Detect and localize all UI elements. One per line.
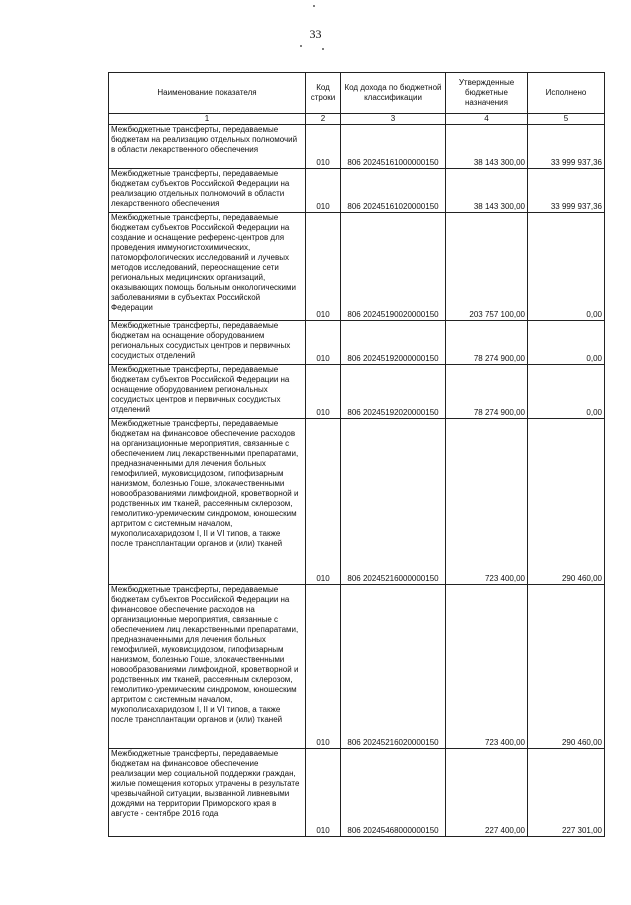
- executed-amount: 290 460,00: [528, 419, 605, 585]
- table-row: [109, 321, 605, 365]
- income-code: 806 20245190020000150: [341, 213, 446, 321]
- income-code: 806 20245216020000150: [341, 585, 446, 749]
- indicator-name: Межбюджетные трансферты, передаваемые бюджетам субъектов Российской Федерации на создание и оснащение референс-центров для проведения иммуногистохимических, патоморфологических исследований и лучевых методов исследований, переоснащение сети региональных медицинских организаций, оказывающих помощь больным онкологическими заболеваниями в субъектах Российской Федерации: [109, 213, 306, 321]
- indicator-name: Межбюджетные трансферты, передаваемые бюджетам на реализацию отдельных полномочий в области лекарственного обеспечения: [109, 125, 306, 169]
- table-header-row: [109, 73, 605, 114]
- header-indicator-name: Наименование показателя: [109, 73, 306, 114]
- approved-amount: 38 143 300,00: [446, 169, 528, 213]
- header-executed: Исполнено: [528, 73, 605, 114]
- line-code: 010: [306, 213, 341, 321]
- table-row: [109, 419, 605, 585]
- approved-amount: 723 400,00: [446, 419, 528, 585]
- table-row: [109, 365, 605, 419]
- table-row: [109, 213, 605, 321]
- scan-speck: [322, 48, 324, 50]
- line-code: 010: [306, 125, 341, 169]
- executed-amount: 0,00: [528, 365, 605, 419]
- header-approved: Утвержденные бюджетные назначения: [446, 73, 528, 114]
- column-number: 2: [306, 114, 341, 125]
- income-code: 806 20245216000000150: [341, 419, 446, 585]
- approved-amount: 723 400,00: [446, 585, 528, 749]
- line-code: 010: [306, 365, 341, 419]
- income-code: 806 20245468000000150: [341, 749, 446, 837]
- line-code: 010: [306, 321, 341, 365]
- column-number: 4: [446, 114, 528, 125]
- executed-amount: 290 460,00: [528, 585, 605, 749]
- line-code: 010: [306, 585, 341, 749]
- income-code: 806 20245161020000150: [341, 169, 446, 213]
- line-code: 010: [306, 169, 341, 213]
- scan-speck: [300, 45, 302, 47]
- scan-speck: [313, 5, 315, 7]
- indicator-name: Межбюджетные трансферты, передаваемые бюджетам субъектов Российской Федерации на реализацию отдельных полномочий в области лекарственного обеспечения: [109, 169, 306, 213]
- header-income-code: Код дохода по бюджетной классификации: [341, 73, 446, 114]
- executed-amount: 0,00: [528, 213, 605, 321]
- income-code: 806 20245192020000150: [341, 365, 446, 419]
- table-row: [109, 749, 605, 837]
- table-row: [109, 125, 605, 169]
- column-number: 5: [528, 114, 605, 125]
- column-number-row: [109, 114, 605, 125]
- income-code: 806 20245192000000150: [341, 321, 446, 365]
- table-row: [109, 585, 605, 749]
- approved-amount: 78 274 900,00: [446, 321, 528, 365]
- line-code: 010: [306, 419, 341, 585]
- approved-amount: 38 143 300,00: [446, 125, 528, 169]
- indicator-name: Межбюджетные трансферты, передаваемые бюджетам на финансовое обеспечение реализации мер социальной поддержки граждан, жилые помещения которых утрачены в результате чрезвычайной ситуации, вызванной ливневыми дождями на территории Приморского края в августе - сентябре 2016 года: [109, 749, 306, 837]
- line-code: 010: [306, 749, 341, 837]
- approved-amount: 203 757 100,00: [446, 213, 528, 321]
- column-number: 3: [341, 114, 446, 125]
- executed-amount: 33 999 937,36: [528, 169, 605, 213]
- indicator-name: Межбюджетные трансферты, передаваемые бюджетам субъектов Российской Федерации на финансовое обеспечение расходов на организационные мероприятия, связанные с обеспечением лиц лекарственными препаратами, предназначенными для лечения больных гемофилией, муковисцидозом, гипофизарным нанизмом, болезнью Гоше, злокачественными новообразованиями лимфоидной, кроветворной и родственных им тканей, рассеянным склерозом, гемолитико-уремическим синдромом, юношеским артритом с системным началом, мукополисахаридозом I, II и VI типов, а также после трансплантации органов и (или) тканей: [109, 585, 306, 749]
- page-number: 33: [309, 27, 322, 41]
- indicator-name: Межбюджетные трансферты, передаваемые бюджетам субъектов Российской Федерации на оснащение оборудованием региональных сосудистых центров и первичных сосудистых отделений: [109, 365, 306, 419]
- approved-amount: 78 274 900,00: [446, 365, 528, 419]
- budget-report-table: [108, 72, 605, 837]
- executed-amount: 0,00: [528, 321, 605, 365]
- income-code: 806 20245161000000150: [341, 125, 446, 169]
- executed-amount: 227 301,00: [528, 749, 605, 837]
- approved-amount: 227 400,00: [446, 749, 528, 837]
- indicator-name: Межбюджетные трансферты, передаваемые бюджетам на оснащение оборудованием региональных сосудистых центров и первичных сосудистых отделений: [109, 321, 306, 365]
- header-line-code: Код строки: [306, 73, 341, 114]
- column-number: 1: [109, 114, 306, 125]
- indicator-name: Межбюджетные трансферты, передаваемые бюджетам на финансовое обеспечение расходов на организационные мероприятия, связанные с обеспечением лиц лекарственными препаратами, предназначенными для лечения больных гемофилией, муковисцидозом, гипофизарным нанизмом, болезнью Гоше, злокачественными новообразованиями лимфоидной, кроветворной и родственных им тканей, рассеянным склерозом, гемолитико-уремическим синдромом, юношеским артритом с системным началом, мукополисахаридозом I, II и VI типов, а также после трансплантации органов и (или) тканей: [109, 419, 306, 585]
- table-row: [109, 169, 605, 213]
- executed-amount: 33 999 937,36: [528, 125, 605, 169]
